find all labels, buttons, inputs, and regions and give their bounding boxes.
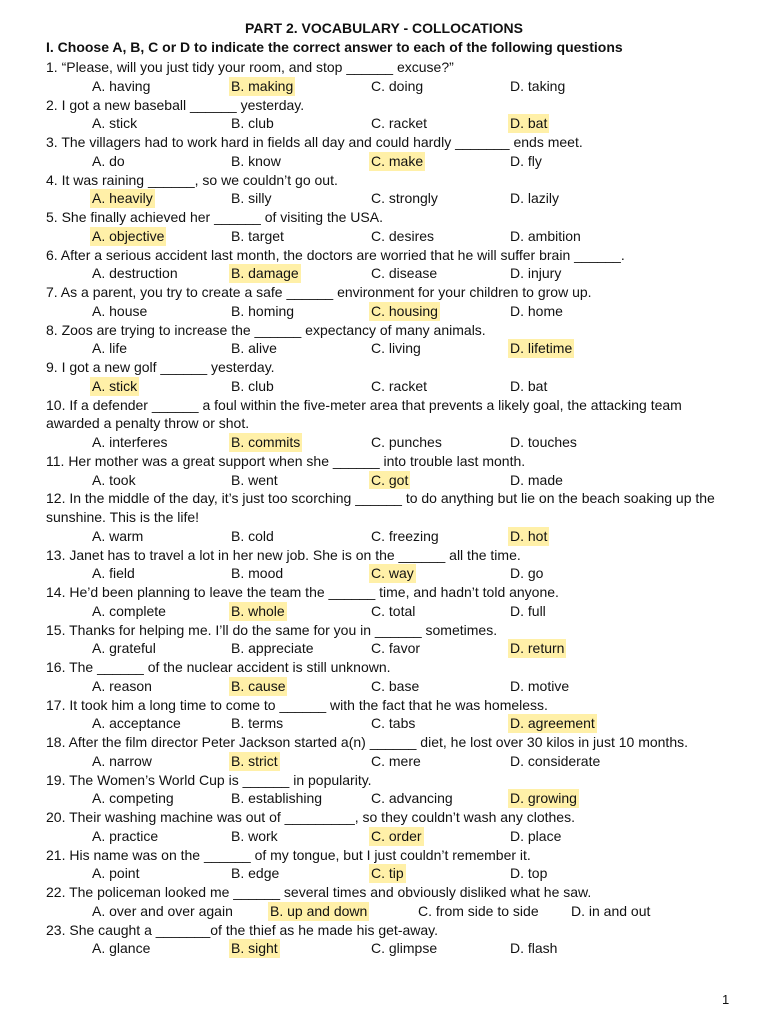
question-text: 14. He’d been planning to leave the team the ______ time, and hadn’t told anyone. xyxy=(46,584,559,600)
answer-option-c: C. racket xyxy=(371,115,428,132)
answer-option-d: D. fly xyxy=(510,152,542,169)
question-item xyxy=(46,489,736,545)
answer-option-c: C. racket xyxy=(371,377,428,394)
answer-option-c: C. mere xyxy=(371,752,421,769)
answer-option-b: B. appreciate xyxy=(231,640,314,657)
answer-option-c: C. total xyxy=(371,602,416,619)
answer-options xyxy=(46,714,736,733)
answer-option-a: A. took xyxy=(92,471,136,488)
question-item xyxy=(46,583,736,621)
answer-option-b: B. target xyxy=(231,227,284,244)
question-item xyxy=(46,133,736,171)
answer-options xyxy=(46,602,736,621)
answer-option-a: A. reason xyxy=(92,677,152,694)
answer-options xyxy=(46,227,736,246)
answer-option-b: B. cause xyxy=(231,677,286,694)
answer-options xyxy=(46,433,736,452)
answer-option-d: D. motive xyxy=(510,677,570,694)
answer-option-b: B. silly xyxy=(231,190,272,207)
answer-option-a: A. having xyxy=(92,77,151,94)
answer-option-c: C. favor xyxy=(371,640,421,657)
answer-option-a: A. objective xyxy=(92,227,165,244)
answer-option-c: C. from side to side xyxy=(418,902,539,919)
answer-option-a: A. house xyxy=(92,302,148,319)
answer-option-d: D. place xyxy=(510,827,562,844)
answer-option-b: B. club xyxy=(231,377,274,394)
answer-options xyxy=(46,789,736,808)
answer-option-b: B. strict xyxy=(231,752,278,769)
page-title: PART 2. VOCABULARY - COLLOCATIONS xyxy=(245,20,523,36)
answer-option-b: B. know xyxy=(231,152,281,169)
answer-option-d: D. home xyxy=(510,302,563,319)
answer-option-a: A. destruction xyxy=(92,265,178,282)
answer-option-b: B. homing xyxy=(231,302,295,319)
answer-option-c: C. tip xyxy=(371,865,404,882)
answer-option-b: B. damage xyxy=(231,265,299,282)
question-text: 19. The Women’s World Cup is ______ in popularity. xyxy=(46,771,372,788)
answer-option-b: B. establishing xyxy=(231,790,323,807)
answer-option-c: C. got xyxy=(371,471,409,488)
answer-option-d: D. return xyxy=(510,640,565,657)
answer-options xyxy=(46,827,736,846)
answer-options xyxy=(46,377,736,396)
question-list xyxy=(46,58,736,958)
answer-option-c: C. freezing xyxy=(371,527,439,544)
answer-option-d: D. made xyxy=(510,471,563,488)
question-text: 7. As a parent, you try to create a safe ______ environment for your children to grow up. xyxy=(46,284,592,300)
answer-option-b: B. making xyxy=(231,77,294,94)
question-text: 3. The villagers had to work hard in fields all day and could hardly _______ ends meet. xyxy=(46,134,583,150)
question-item xyxy=(46,846,736,884)
answer-options xyxy=(46,339,736,358)
question-text: 16. The ______ of the nuclear accident is still unknown. xyxy=(46,659,391,675)
answer-option-d: D. growing xyxy=(510,790,577,807)
answer-option-c: C. advancing xyxy=(371,790,453,807)
answer-option-a: A. do xyxy=(92,152,125,169)
question-text: 2. I got a new baseball ______ yesterday. xyxy=(46,96,305,113)
answer-option-a: A. interferes xyxy=(92,434,168,450)
answer-option-a: A. warm xyxy=(92,527,144,544)
answer-option-c: C. make xyxy=(371,152,424,169)
question-text: 5. She finally achieved her ______ of visiting the USA. xyxy=(46,209,383,225)
answer-option-d: D. top xyxy=(510,865,548,882)
instruction: I. Choose A, B, C or D to indicate the correct answer to each of the following questions xyxy=(46,39,623,55)
answer-options xyxy=(46,864,736,883)
answer-option-b: B. mood xyxy=(231,565,284,582)
answer-option-a: A. narrow xyxy=(92,752,152,769)
answer-option-b: B. sight xyxy=(231,940,278,957)
question-text: 22. The policeman looked me ______ several times and obviously disliked what he saw. xyxy=(46,884,592,900)
answer-option-c: C. punches xyxy=(371,434,442,450)
question-item xyxy=(46,283,736,321)
question-item xyxy=(46,883,736,921)
answer-option-a: A. life xyxy=(92,340,128,357)
answer-option-c: C. doing xyxy=(371,77,424,94)
answer-option-d: D. considerate xyxy=(510,752,601,769)
answer-option-a: A. complete xyxy=(92,602,166,619)
answer-option-a: A. stick xyxy=(92,115,138,132)
question-text: 15. Thanks for helping me. I’ll do the same for you in ______ sometimes. xyxy=(46,621,498,638)
question-text: 13. Janet has to travel a lot in her new job. She is on the ______ all the time. xyxy=(46,546,521,563)
answer-option-d: D. injury xyxy=(510,265,562,282)
answer-option-d: D. touches xyxy=(510,434,577,450)
question-text: 18. After the film director Peter Jackson started a(n) ______ diet, he lost over 30 kilos in just 10 months. xyxy=(46,734,688,750)
answer-option-b: B. terms xyxy=(231,715,284,732)
question-text: 9. I got a new golf ______ yesterday. xyxy=(46,359,275,375)
question-item xyxy=(46,921,736,959)
answer-option-b: B. whole xyxy=(231,602,285,619)
answer-option-d: D. lazily xyxy=(510,190,560,207)
question-item xyxy=(46,696,736,734)
answer-option-a: A. over and over again xyxy=(92,902,233,919)
question-item xyxy=(46,171,736,209)
answer-option-a: A. field xyxy=(92,565,135,582)
answer-option-c: C. base xyxy=(371,677,420,694)
question-text: 21. His name was on the ______ of my tongue, but I just couldn’t remember it. xyxy=(46,846,531,863)
answer-options xyxy=(46,752,736,771)
question-item xyxy=(46,58,736,96)
answer-option-c: C. housing xyxy=(371,302,438,319)
question-item xyxy=(46,358,736,396)
question-item xyxy=(46,246,736,284)
answer-option-d: D. agreement xyxy=(510,715,595,732)
question-text: 12. In the middle of the day, it’s just too scorching ______ to do anything but lie on the beach soaking up the sunshine. This is the life! xyxy=(46,490,715,525)
question-text: 8. Zoos are trying to increase the ______ expectancy of many animals. xyxy=(46,321,486,338)
answer-option-a: A. grateful xyxy=(92,640,156,657)
answer-option-b: B. up and down xyxy=(270,902,368,919)
question-text: 20. Their washing machine was out of _________, so they couldn’t wash any clothes. xyxy=(46,809,575,825)
answer-option-b: B. club xyxy=(231,115,274,132)
question-item xyxy=(46,96,736,134)
answer-option-c: C. living xyxy=(371,340,421,357)
answer-option-a: A. stick xyxy=(92,377,138,394)
question-item xyxy=(46,808,736,846)
answer-options xyxy=(46,527,736,546)
answer-option-a: A. heavily xyxy=(92,190,153,207)
answer-options xyxy=(46,77,736,96)
question-item xyxy=(46,321,736,359)
answer-option-c: C. tabs xyxy=(371,715,416,732)
answer-options xyxy=(46,677,736,696)
answer-options xyxy=(46,939,736,958)
answer-option-a: A. competing xyxy=(92,790,174,807)
question-item xyxy=(46,546,736,584)
answer-option-b: B. edge xyxy=(231,865,280,882)
question-text: 23. She caught a _______of the thief as he made his get-away. xyxy=(46,921,439,938)
answer-option-d: D. bat xyxy=(510,115,548,132)
question-text: 11. Her mother was a great support when she ______ into trouble last month. xyxy=(46,452,526,469)
answer-option-d: D. hot xyxy=(510,527,548,544)
answer-option-d: D. lifetime xyxy=(510,340,573,357)
answer-options xyxy=(46,114,736,133)
question-item xyxy=(46,396,736,452)
answer-option-c: C. glimpse xyxy=(371,940,438,957)
question-text: 10. If a defender ______ a foul within the five-meter area that prevents a likely goal, the attacking team awarded a penalty throw or shot. xyxy=(46,396,682,432)
answer-option-d: D. in and out xyxy=(571,902,651,919)
answer-option-b: B. work xyxy=(231,827,278,844)
answer-option-c: C. order xyxy=(371,827,422,844)
page-number: 1 xyxy=(722,992,730,1007)
question-text: 4. It was raining ______, so we couldn’t go out. xyxy=(46,171,338,188)
answer-option-d: D. ambition xyxy=(510,227,581,244)
answer-option-c: C. strongly xyxy=(371,190,438,207)
answer-options xyxy=(46,471,736,490)
question-item xyxy=(46,621,736,659)
answer-option-c: C. desires xyxy=(371,227,435,244)
answer-option-d: D. flash xyxy=(510,940,558,957)
answer-option-a: A. acceptance xyxy=(92,715,181,732)
answer-option-c: C. way xyxy=(371,565,414,582)
answer-options xyxy=(46,189,736,208)
answer-options xyxy=(46,152,736,171)
question-text: 6. After a serious accident last month, the doctors are worried that he will suffer brain ______. xyxy=(46,246,625,263)
question-item xyxy=(46,452,736,490)
question-item xyxy=(46,733,736,771)
question-item xyxy=(46,208,736,246)
answer-option-d: D. full xyxy=(510,602,546,619)
answer-options xyxy=(46,302,736,321)
question-item xyxy=(46,771,736,809)
answer-option-d: D. bat xyxy=(510,377,548,394)
answer-option-b: B. commits xyxy=(231,434,301,450)
answer-option-a: A. glance xyxy=(92,940,151,957)
answer-option-c: C. disease xyxy=(371,265,438,282)
question-text: 17. It took him a long time to come to ______ with the fact that he was homeless. xyxy=(46,696,548,713)
question-text: 1. “Please, will you just tidy your room, and stop ______ excuse?” xyxy=(46,59,454,75)
answer-option-d: D. go xyxy=(510,565,544,582)
answer-option-b: B. went xyxy=(231,471,278,488)
answer-option-a: A. practice xyxy=(92,827,159,844)
answer-options xyxy=(46,902,736,921)
answer-option-a: A. point xyxy=(92,865,140,882)
answer-option-b: B. alive xyxy=(231,340,277,357)
answer-options xyxy=(46,564,736,583)
answer-options xyxy=(46,639,736,658)
answer-option-d: D. taking xyxy=(510,77,566,94)
answer-options xyxy=(46,264,736,283)
answer-option-b: B. cold xyxy=(231,527,274,544)
question-item xyxy=(46,658,736,696)
